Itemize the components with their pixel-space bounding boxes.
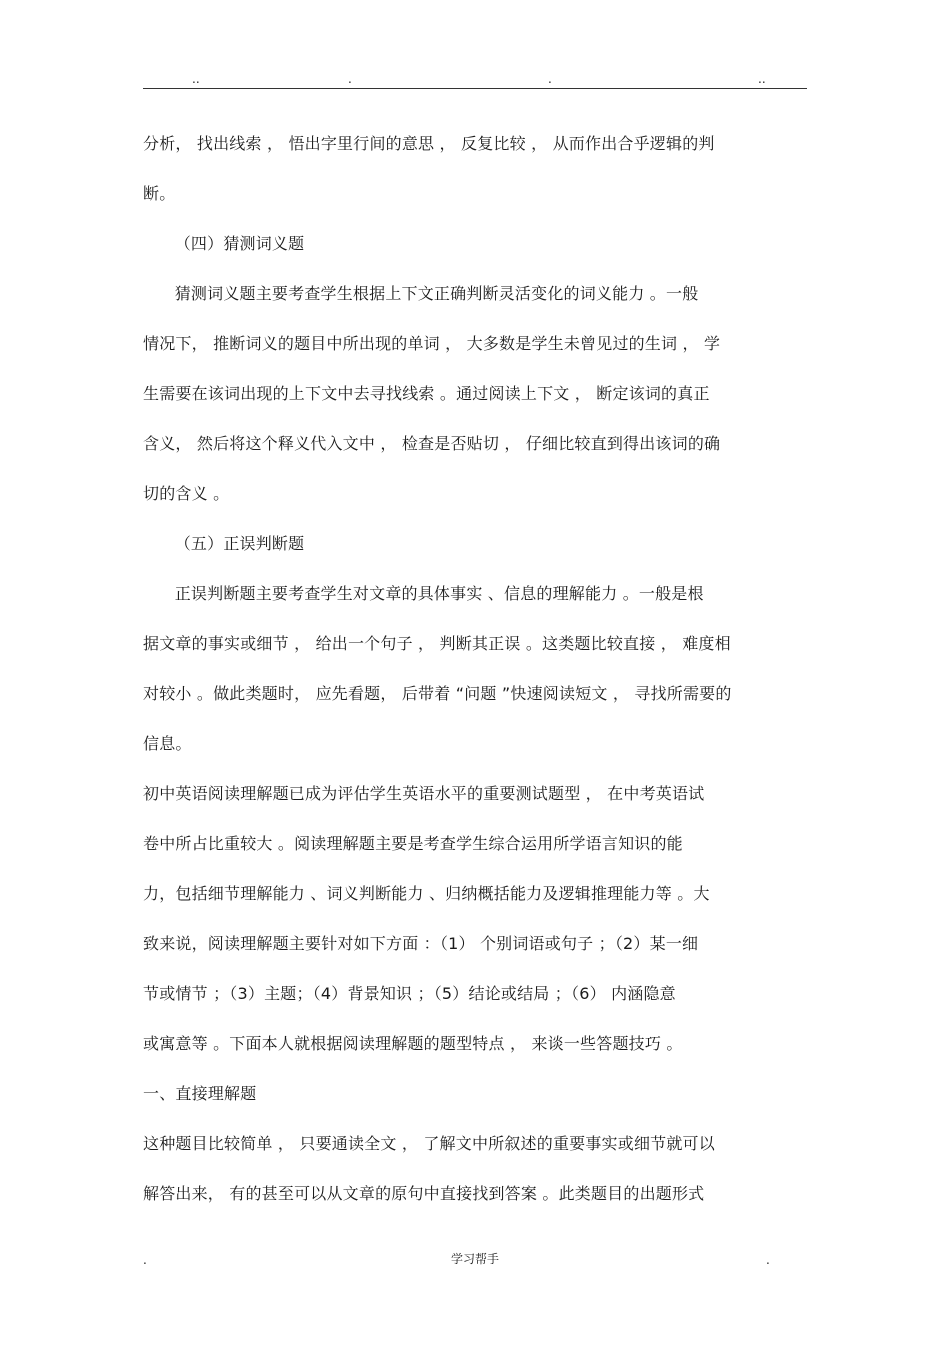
text-line: 信息。 xyxy=(143,734,192,753)
text-line: 切的含义 。 xyxy=(143,484,230,503)
text-line: 断。 xyxy=(143,184,176,203)
text-line: 节或情节 ；（3）主题；（4）背景知识 ；（5）结论或结局 ；（6） 内涵隐意 xyxy=(143,984,676,1003)
text-line: 力，包括细节理解能力 、词义判断能力 、归纳概括能力及逻辑推理能力等 。大 xyxy=(143,884,710,903)
text-line: 致来说，阅读理解题主要针对如下方面 ：（1） 个别词语或句子 ；（2）某一细 xyxy=(143,934,699,953)
text-line: 这种题目比较简单 ， 只要通读全文 ， 了解文中所叙述的重要事实或细节就可以 xyxy=(143,1134,715,1153)
text-line: 对较小 。做此类题时， 应先看题， 后带着 “问题 ”快速阅读短文 ， 寻找所需要的 xyxy=(143,684,732,703)
text-line: 生需要在该词出现的上下文中去寻找线索 。通过阅读上下文 ， 断定该词的真正 xyxy=(143,384,710,403)
text-line: 或寓意等 。下面本人就根据阅读理解题的题型特点 ， 来谈一些答题技巧 。 xyxy=(143,1034,683,1053)
footer-text: 学习帮手 xyxy=(450,1252,500,1266)
text-line: 初中英语阅读理解题已成为评估学生英语水平的重要测试题型 ， 在中考英语试 xyxy=(143,784,705,803)
section-heading: （五）正误判断题 xyxy=(143,534,305,553)
text-line: 猜测词义题主要考查学生根据上下文正确判断灵活变化的词义能力 。一般 xyxy=(143,284,699,303)
header-mark: .. xyxy=(758,72,766,86)
text-line: 解答出来， 有的甚至可以从文章的原句中直接找到答案 。此类题目的出题形式 xyxy=(143,1184,705,1203)
header-mark: . xyxy=(348,72,352,86)
section-heading: （四）猜测词义题 xyxy=(143,234,305,253)
text-line: 正误判断题主要考查学生对文章的具体事实 、信息的理解能力 。一般是根 xyxy=(143,584,704,603)
section-heading: 一、直接理解题 xyxy=(143,1084,257,1103)
header-mark: . xyxy=(548,72,552,86)
header-rule xyxy=(143,88,807,89)
text-line: 含义， 然后将这个释义代入文中 ， 检查是否贴切 ， 仔细比较直到得出该词的确 xyxy=(143,434,721,453)
text-line: 据文章的事实或细节 ， 给出一个句子 ， 判断其正误 。这类题比较直接 ， 难度相 xyxy=(143,634,731,653)
header-mark: .. xyxy=(192,72,200,86)
footer-mark: . xyxy=(766,1253,770,1267)
footer-mark: . xyxy=(143,1253,147,1267)
text-line: 卷中所占比重较大 。阅读理解题主要是考查学生综合运用所学语言知识的能 xyxy=(143,834,683,853)
text-line: 分析， 找出线索 ， 悟出字里行间的意思 ， 反复比较 ， 从而作出合乎逻辑的判 xyxy=(143,134,715,153)
text-line: 情况下， 推断词义的题目中所出现的单词 ， 大多数是学生未曾见过的生词 ， 学 xyxy=(143,334,721,353)
